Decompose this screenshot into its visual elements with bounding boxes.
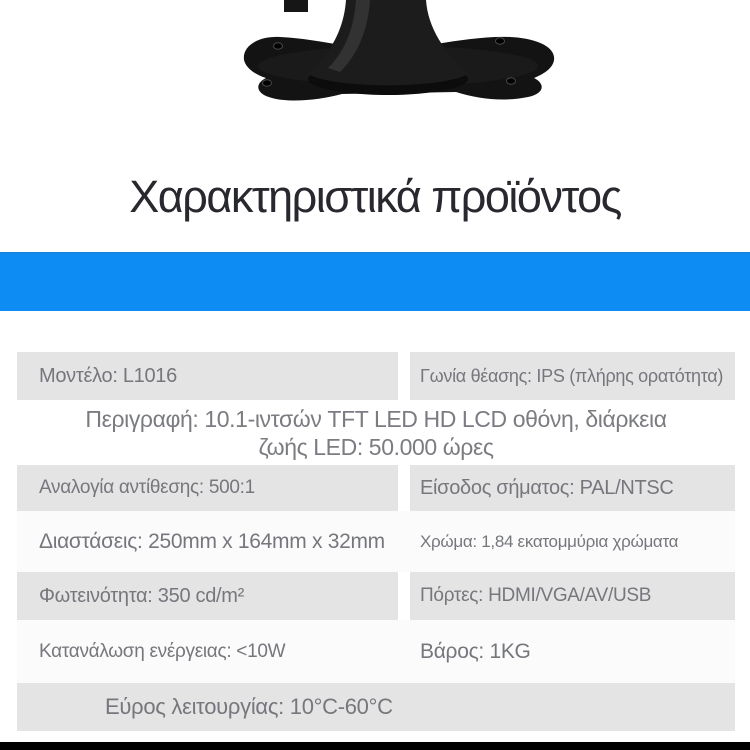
spec-cell-contrast-ratio: Αναλογία αντίθεσης: 500:1 — [17, 465, 398, 511]
stand-column-shape — [308, 0, 468, 85]
spec-description-text: Περιγραφή: 10.1-ιντσών TFT LED HD LCD οθόνη, διάρκεια ζωής LED: 50.000 ώρες — [85, 405, 667, 460]
spec-row-description — [17, 400, 735, 465]
spec-cell-model: Μοντέλο: L1016 — [17, 352, 398, 400]
spec-row-operating-range — [17, 683, 735, 731]
spec-row-contrast-signal — [17, 465, 735, 511]
bracket-fragment-shape — [284, 0, 308, 12]
spec-cell-power-consumption: Κατανάλωση ενέργειας: <10W — [39, 640, 286, 662]
spec-cell-operating-range: Εύρος λειτουργίας: 10°C-60°C — [17, 683, 735, 731]
spec-cell-weight: Βάρος: 1KG — [420, 639, 531, 663]
spec-row-brightness-ports — [17, 572, 735, 620]
spec-cell-brightness: Φωτεινότητα: 350 cd/m² — [17, 572, 398, 620]
screw-hole-bottom-right — [507, 78, 516, 84]
screw-hole-bottom-left — [263, 80, 272, 86]
spec-cell-viewing-angle: Γωνία θέασης: IPS (πλήρης ορατότητα) — [410, 352, 735, 400]
page-title: Χαρακτηριστικά προϊόντος — [129, 171, 621, 222]
spec-row-dimensions-color — [17, 511, 735, 572]
spec-row-power-weight — [17, 620, 735, 683]
blue-accent-band — [0, 252, 750, 311]
screw-hole-top-left — [274, 43, 283, 49]
spec-cell-dimensions: Διαστάσεις: 250mm x 164mm x 32mm — [39, 529, 385, 553]
spec-cell-signal-input: Είσοδος σήματος: PAL/NTSC — [410, 465, 735, 511]
footer-black-bar — [0, 742, 750, 750]
spec-cell-ports: Πόρτες: HDMI/VGA/AV/USB — [410, 572, 735, 620]
spec-cell-color: Χρώμα: 1,84 εκατομμύρια χρώματα — [420, 531, 679, 551]
screw-hole-top-right — [496, 38, 505, 44]
spec-row-model-viewing-angle — [17, 352, 735, 400]
product-photo-stand-base — [238, 0, 562, 106]
spec-table — [17, 352, 735, 731]
